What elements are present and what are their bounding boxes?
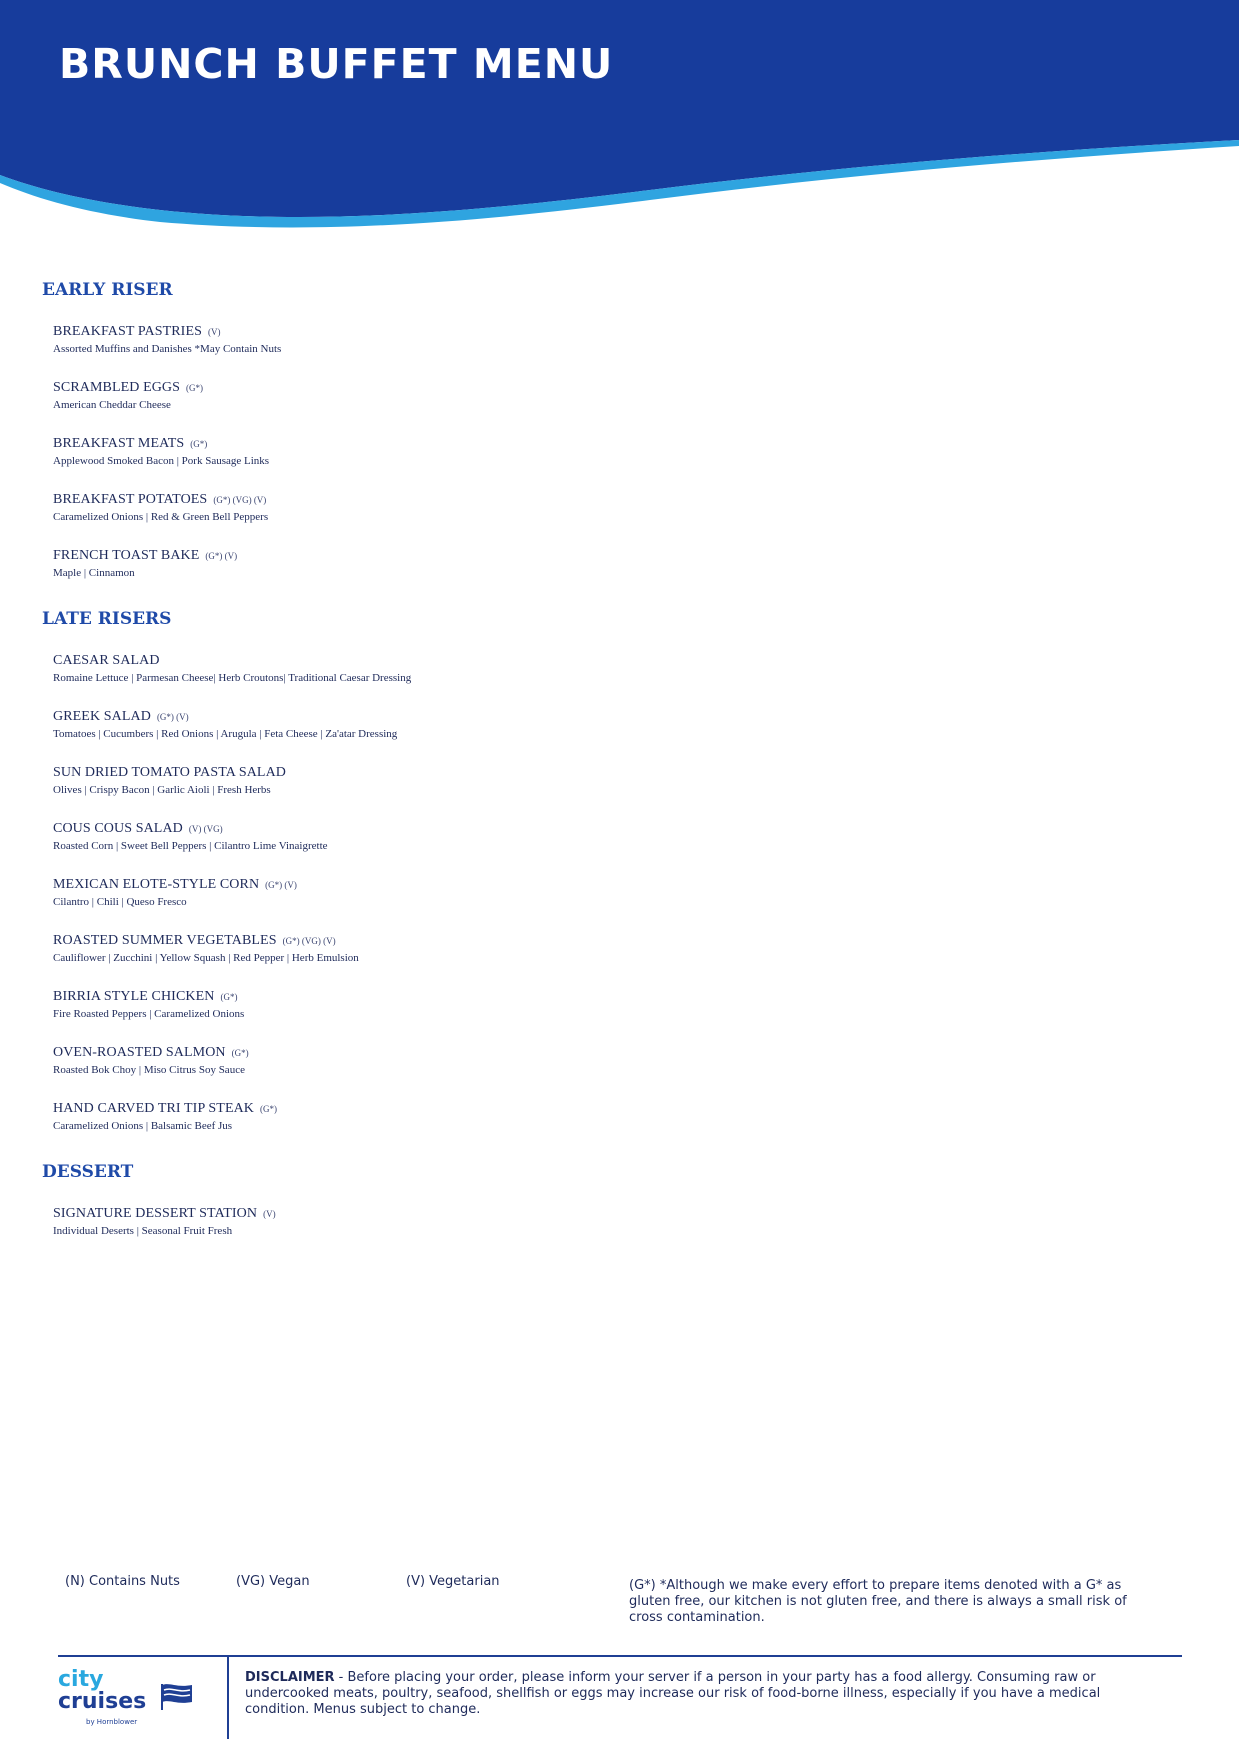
page-title: BRUNCH BUFFET MENU <box>59 40 614 88</box>
section-title: LATE RISERS <box>42 609 172 629</box>
menu-item <box>53 929 1192 964</box>
item-name: COUS COUS SALAD <box>53 821 183 836</box>
item-tags: (G*) (VG) (V) <box>282 936 336 946</box>
item-name: BREAKFAST PASTRIES <box>53 324 202 339</box>
item-tags: (V) (VG) <box>188 824 223 834</box>
item-description: Tomatoes | Cucumbers | Red Onions | Arugula | Feta Cheese | Za'atar Dressing <box>53 728 398 740</box>
item-tags: (G*) (V) <box>205 551 238 561</box>
item-tags: (G*) (VG) (V) <box>213 495 267 505</box>
disclaimer-text: - Before placing your order, please inform your server if a person in your party has a food allergy. Consuming raw or undercooked meats, poultry, seafood, shellfish or eggs may increase our risk of food-borne illness, especially if you have a medical condition. Menus subject to change. <box>245 1670 1101 1717</box>
section-title: DESSERT <box>42 1162 134 1182</box>
item-description: Romaine Lettuce | Parmesan Cheese| Herb Croutons| Traditional Caesar Dressing <box>53 672 412 684</box>
item-name: BREAKFAST MEATS <box>53 436 185 451</box>
item-description: Individual Deserts | Seasonal Fruit Fresh <box>53 1225 233 1237</box>
item-tags: (G*) <box>186 383 204 393</box>
item-description: Caramelized Onions | Red & Green Bell Peppers <box>53 511 269 523</box>
item-name: SCRAMBLED EGGS <box>53 380 181 395</box>
menu-item <box>53 873 1192 908</box>
menu-item <box>53 1041 1192 1076</box>
footer-vertical-divider <box>227 1657 229 1739</box>
legend-nuts: (N) Contains Nuts <box>65 1574 180 1589</box>
item-description: Roasted Corn | Sweet Bell Peppers | Cilantro Lime Vinaigrette <box>53 840 328 852</box>
item-tags: (G*) (V) <box>265 880 297 890</box>
item-name: BIRRIA STYLE CHICKEN <box>53 989 215 1004</box>
disclaimer-label: DISCLAIMER <box>245 1670 335 1685</box>
city-cruises-logo <box>58 1668 208 1730</box>
item-description: Roasted Bok Choy | Miso Citrus Soy Sauce <box>53 1064 245 1076</box>
section-early-riser <box>42 280 1192 579</box>
gluten-free-note: (G*) *Although we make every effort to prepare items denoted with a G* as gluten free, our kitchen is not gluten free, and there is always a small risk of cross contamination. <box>629 1578 1127 1625</box>
logo-by-text: by Hornblower <box>86 1718 138 1726</box>
legend-vegan: (VG) Vegan <box>236 1574 310 1589</box>
item-description: Caramelized Onions | Balsamic Beef Jus <box>53 1120 233 1132</box>
menu-content <box>42 280 1192 1267</box>
item-description: Olives | Crispy Bacon | Garlic Aioli | Fresh Herbs <box>53 784 271 796</box>
item-tags: (V) <box>207 327 221 337</box>
menu-item <box>53 488 1192 523</box>
menu-item <box>53 649 1192 684</box>
item-name: GREEK SALAD <box>53 709 151 724</box>
menu-item <box>53 1097 1192 1132</box>
item-name: FRENCH TOAST BAKE <box>53 548 200 563</box>
menu-item <box>53 761 1192 796</box>
item-name: HAND CARVED TRI TIP STEAK <box>53 1101 255 1116</box>
item-description: American Cheddar Cheese <box>53 399 171 411</box>
item-tags: (V) <box>263 1209 276 1219</box>
logo-cruises-text: cruises <box>58 1689 147 1714</box>
item-description: Cilantro | Chili | Queso Fresco <box>53 896 187 908</box>
item-description: Applewood Smoked Bacon | Pork Sausage Links <box>53 455 270 467</box>
flag-icon <box>160 1682 194 1712</box>
item-name: BREAKFAST POTATOES <box>53 492 208 507</box>
item-name: SUN DRIED TOMATO PASTA SALAD <box>53 765 286 780</box>
section-late-risers <box>42 609 1192 1132</box>
menu-item <box>53 817 1192 852</box>
wave-banner-graphic <box>0 0 1239 235</box>
menu-item <box>53 376 1192 411</box>
item-tags: (G*) (V) <box>156 712 189 722</box>
item-description: Cauliflower | Zucchini | Yellow Squash | Red Pepper | Herb Emulsion <box>53 952 359 964</box>
legend-vegetarian: (V) Vegetarian <box>406 1574 500 1589</box>
item-tags: (G*) <box>190 439 208 449</box>
item-tags: (G*) <box>260 1104 278 1114</box>
disclaimer <box>245 1670 1145 1718</box>
item-name: ROASTED SUMMER VEGETABLES <box>53 933 277 948</box>
menu-item <box>53 320 1192 355</box>
header-banner <box>0 0 1239 235</box>
menu-item <box>53 432 1192 467</box>
item-name: OVEN-ROASTED SALMON <box>53 1045 226 1060</box>
item-tags: (G*) <box>231 1048 249 1058</box>
menu-item <box>53 544 1192 579</box>
item-description: Fire Roasted Peppers | Caramelized Onions <box>53 1008 245 1020</box>
menu-item <box>53 1202 1192 1237</box>
item-tags: (G*) <box>220 992 238 1002</box>
item-description: Maple | Cinnamon <box>53 567 135 579</box>
menu-item <box>53 985 1192 1020</box>
menu-item <box>53 705 1192 740</box>
item-name: CAESAR SALAD <box>53 653 160 668</box>
item-name: SIGNATURE DESSERT STATION <box>53 1206 258 1221</box>
logo-city-text: city <box>58 1667 104 1692</box>
item-description: Assorted Muffins and Danishes *May Contain Nuts <box>53 343 282 355</box>
section-dessert <box>42 1162 1192 1237</box>
section-title: EARLY RISER <box>42 280 173 300</box>
item-name: MEXICAN ELOTE-STYLE CORN <box>53 877 260 892</box>
